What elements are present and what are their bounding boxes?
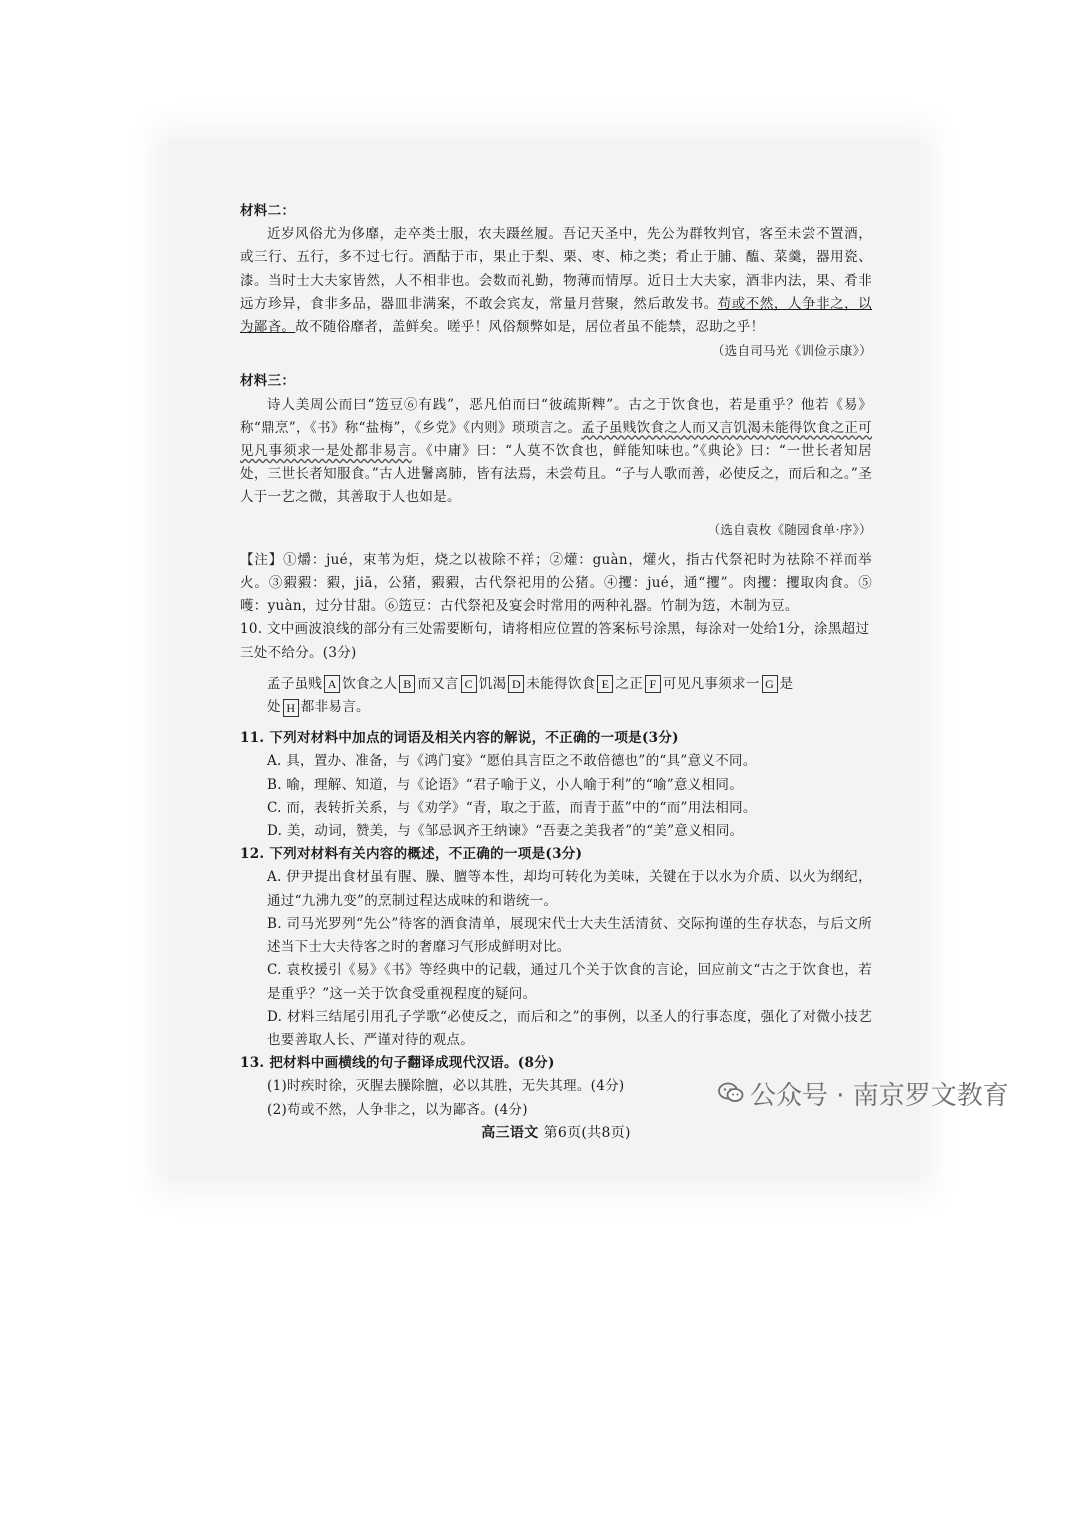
q10-seg: 都非易言。 [300,699,370,716]
q10-seg: 孟子虽贱 [267,675,323,692]
material3-wavy: 孟子虽贱饮食之人而又言饥渴未能得饮食之正可见凡事须求一是处都非易言 [240,419,872,460]
q10-seg: 处 [267,699,281,716]
q10-seg: 是 [779,675,794,692]
footer-page: 第6页(共8页) [543,1124,631,1141]
q13-stem: 13. 把材料中画横线的句子翻译成现代汉语。(8分) [240,1055,555,1072]
q10-seg: 饮食之人 [342,675,398,692]
q10-seg: 未能得饮食 [526,675,596,692]
q10-box-c[interactable]: C [461,675,477,693]
q11-option-b[interactable]: B. 喻，理解、知道，与《论语》“君子喻于义，小人喻于利”的“喻”意义相同。 [267,776,744,793]
watermark-text: 公众号 · 南京罗文教育 [750,1080,1009,1111]
material3-source: （选自袁枚《随园食单·序》） [707,521,872,537]
q13-item-2: (2)苟或不然，人争非之，以为鄙吝。(4分) [267,1101,528,1118]
material3-text-end: 。《中庸》曰：“人莫不饮食也，鲜能知味也。”《典论》曰：“一世长者知居处，三世长者知服食。”古人进鬐离肺，皆有法焉，未尝苟且。“子与人歌而善，必使反之，而后和之。”圣人于一艺之微，其善取于人也如是。 [240,443,872,506]
material3-body [240,394,872,510]
q11-stem: 11. 下列对材料中加点的词语及相关内容的解说，不正确的一项是(3分) [240,730,679,747]
q11-option-d[interactable]: D. 美，动词，赞美，与《邹忌讽齐王纳谏》“吾妻之美我者”的“美”意义相同。 [267,823,744,840]
q11-option-a[interactable]: A. 具，置办、准备，与《鸿门宴》“愿伯具言臣之不敢倍德也”的“具”意义不同。 [267,753,757,770]
q13-item-1: (1)时疾时徐，灭腥去臊除膻，必以其胜，无失其理。(4分) [267,1078,625,1095]
q10-box-d[interactable]: D [508,675,524,693]
material3-text-start: 诗人美周公而曰“笾豆⑥有践”，恶凡伯而曰“彼疏斯粺”。古之于饮食也，若是重乎？他若《易》称“鼎烹”，《书》称“盐梅”，《乡党》《内则》琐琐言之。 [240,396,872,436]
q12-option-d[interactable]: D. 材料三结尾引用孔子学歌“必使反之，而后和之”的事例，以圣人的行事态度，强化了对微小技艺也要善取人长、严谨对待的观点。 [267,1008,872,1048]
q12-option-b[interactable]: B. 司马光罗列“先公”待客的酒食清单，展现宋代士大夫生活清贫、交际拘谨的生存状态，与后文所述当下士大夫待客之时的奢靡习气形成鲜明对比。 [267,915,872,956]
q12-option-c[interactable]: C. 袁枚援引《易》《书》等经典中的记载，通过几个关于饮食的言论，回应前文“古之于饮食也，若是重乎？”这一关于饮食受重视程度的疑问。 [267,962,872,1002]
material2-body [240,223,872,339]
q12-stem: 12. 下列对材料有关内容的概述，不正确的一项是(3分) [240,846,583,863]
material2-heading: 材料二： [240,203,296,219]
notes: 【注】①爝：jué，束苇为炬，烧之以祓除不祥；②爟：guàn，爟火，指古代祭祀时为祛除不祥而举火。③豭豭：豭，jiā，公猪，豭豭，古代祭祀用的公猪。④攫：jué，通“攫”。肉攫：攫取肉食。⑤嚄：yuàn，过分甘甜。⑥笾豆：古代祭祀及宴会时常用的两种礼器。竹制为笾，木制为豆。 [240,551,872,615]
q10-box-g[interactable]: G [762,675,778,693]
material3-heading: 材料三： [240,373,296,390]
footer-subject: 高三语文 [481,1124,539,1141]
material2-underlined: 苟或不然，人争非之，以为鄙吝。 [240,295,872,336]
watermark [718,1073,1009,1113]
material2-tail: 故不随俗靡者，盖鲜矣。嗟乎！风俗颓弊如是，居位者虽不能禁，忍助之乎！ [295,319,765,336]
q10-sentence [240,673,872,719]
q10-box-f[interactable]: F [645,675,661,693]
q12-option-a[interactable]: A. 伊尹提出食材虽有腥、臊、膻等本性，却均可转化为美味，关键在于以水为介质、以火为纲纪，通过“九沸九变”的烹制过程达成味的和谐统一。 [267,869,872,909]
q10-box-h[interactable]: H [283,699,299,717]
q10-stem: 10. 文中画波浪线的部分有三处需要断句，请将相应位置的答案标号涂黑，每涂对一处给1分，涂黑超过三处不给分。(3分) [240,621,870,661]
material2-text: 近岁风俗尤为侈靡，走卒类士服，农夫蹑丝履。吾记天圣中，先公为群牧判官，客至未尝不置酒，或三行、五行，多不过七行。酒酤于市，果止于梨、栗、枣、柿之类；肴止于脯、醢、菜羹，器用瓷、漆。当时士大夫家皆然，人不相非也。会数而礼勤，物薄而情厚。近日士大夫家，酒非内法，果、肴非远方珍异，食非多品，器皿非满案，不敢会宾友，常量月营聚，然后敢发书。 [240,226,872,312]
q10-box-e[interactable]: E [597,675,613,693]
document-content [240,200,872,1145]
q10-box-a[interactable]: A [324,675,340,693]
q10-seg: 可见凡事须求一 [663,675,760,692]
q10-seg: 饥渴 [478,675,507,692]
q10-box-b[interactable]: B [399,675,415,693]
q11-option-c[interactable]: C. 而，表转折关系，与《劝学》“青，取之于蓝，而青于蓝”中的“而”用法相同。 [267,799,757,816]
q10-seg: 而又言 [417,675,459,692]
q10-seg: 之正 [615,675,644,692]
wechat-icon [718,1082,744,1104]
page-footer [240,1122,872,1145]
material2-source: （选自司马光《训俭示康》） [711,343,872,359]
